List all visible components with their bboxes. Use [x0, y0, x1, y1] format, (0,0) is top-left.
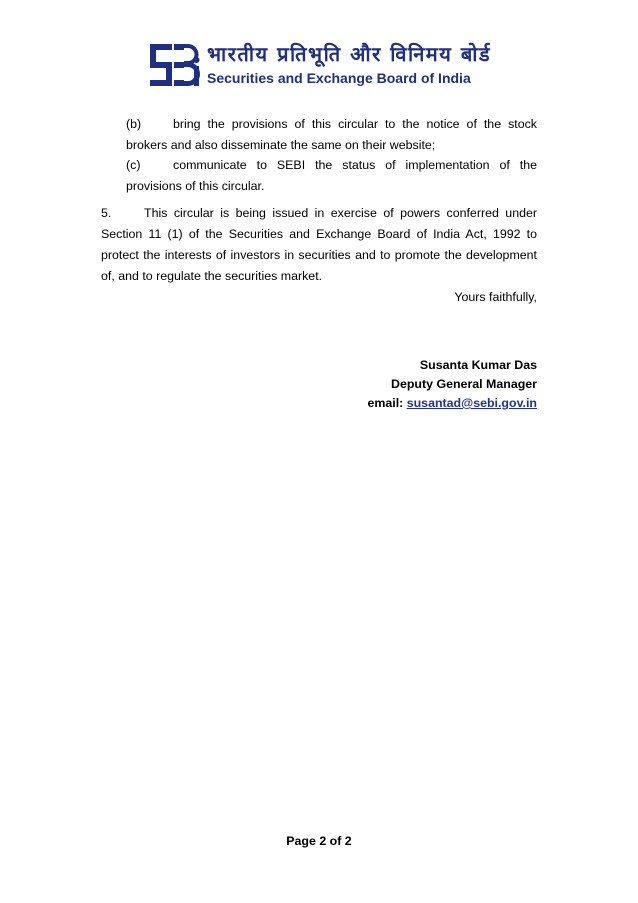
hindi-title: भारतीय प्रतिभूति और विनिमय बोर्ड	[207, 42, 492, 66]
signatory-email	[367, 394, 537, 413]
email-label: email:	[367, 396, 407, 410]
page-number: Page 2 of 2	[286, 834, 352, 848]
item-text: communicate to SEBI the status of implementation of the provisions of this circular.	[126, 158, 537, 193]
english-title: Securities and Exchange Board of India	[207, 70, 471, 86]
item-label: (c)	[126, 158, 141, 172]
signature-block	[367, 356, 537, 413]
item-b	[126, 114, 537, 156]
paragraph-text: This circular is being issued in exercise of powers conferred under Section 11 (1) of the Securities and Exchange Board of India Act, 1992 to protect the interests of investors in securities and to promote the development of, and to regulate the securities market.	[101, 206, 537, 283]
signatory-name: Susanta Kumar Das	[419, 358, 537, 372]
email-link[interactable]: susantad@sebi.gov.in	[406, 396, 537, 410]
item-label: (b)	[126, 117, 142, 131]
item-text: bring the provisions of this circular to the notice of the stock brokers and also disseminate the same on their website;	[126, 117, 537, 152]
closing: Yours faithfully,	[454, 290, 537, 304]
item-c	[126, 155, 537, 197]
letterhead	[150, 40, 510, 88]
sebi-logo	[150, 44, 200, 86]
signatory-designation: Deputy General Manager	[391, 377, 537, 391]
paragraph-5	[101, 203, 537, 287]
paragraph-number: 5.	[101, 206, 112, 220]
